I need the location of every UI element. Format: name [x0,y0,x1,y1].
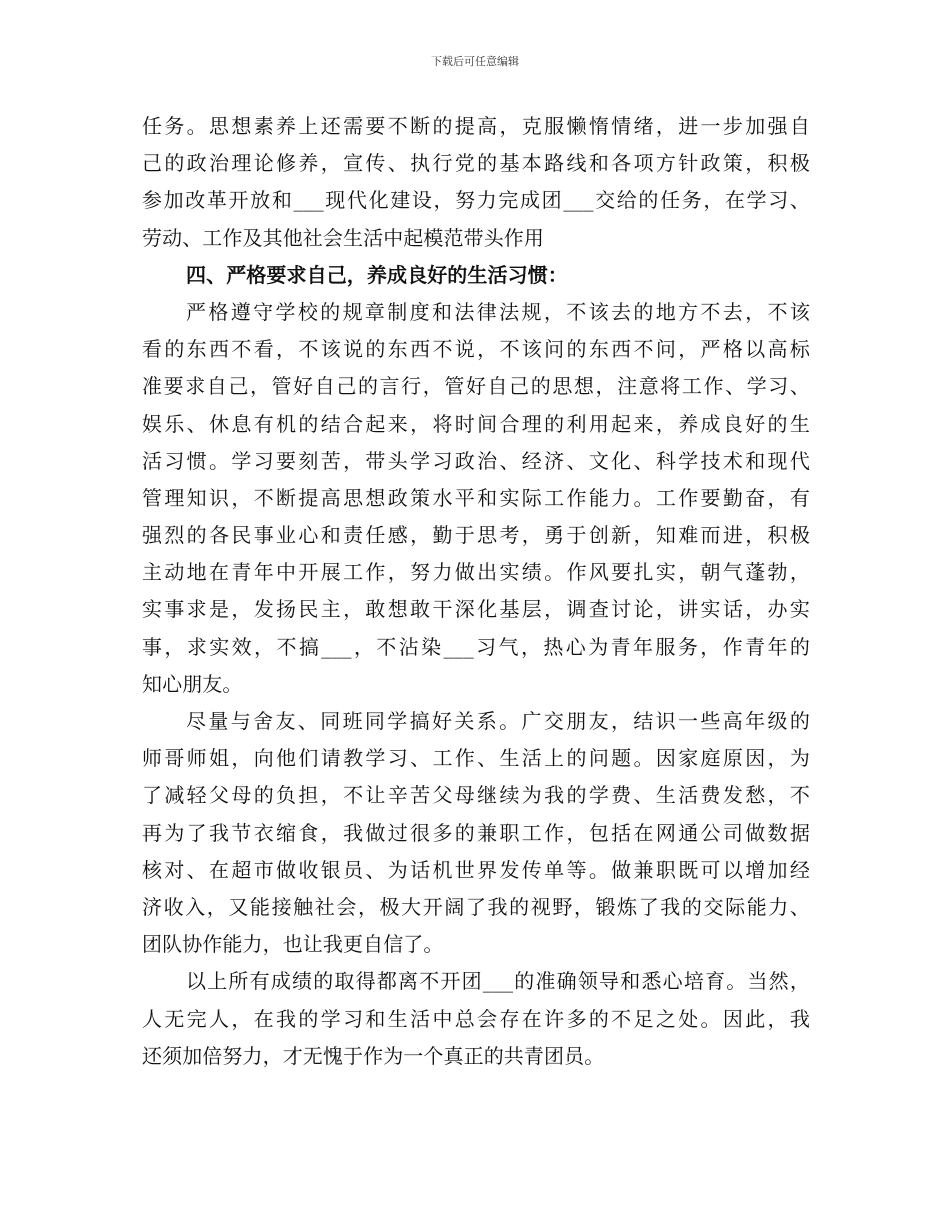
text-line: 任务。思想素养上还需要不断的提高，克服懒惰情绪，进一步加强自 [142,114,810,138]
text-line: 师哥师姐，向他们请教学习、工作、生活上的问题。因家庭原因，为 [142,746,810,771]
text-line: 团队协作能力，也让我更自信了。 [142,932,444,957]
text-line: 核对、在超市做收银员、为话机世界发传单等。做兼职既可以增加经 [142,857,810,882]
text-line: 娱乐、休息有机的结合起来，将时间合理的利用起来，养成良好的生 [142,411,810,436]
document-body [142,108,810,1075]
text-line: 管理知识，不断提高思想政策水平和实际工作能力。工作要勤奋，有 [142,485,810,510]
text-line: 强烈的各民事业心和责任感，勤于思考，勇于创新，知难而进，积极 [142,523,810,548]
text-line: 主动地在青年中开展工作，努力做出实绩。作风要扎实，朝气蓬勃， [142,560,810,585]
section-heading: 四、严格要求自己，养成良好的生活习惯： [186,262,568,287]
text-line: 活习惯。学习要刻苦，带头学习政治、经济、文化、科学技术和现代 [142,448,810,473]
text-line: 参加改革开放和___现代化建设，努力完成团___交给的任务，在学习、 [142,188,810,213]
page-header: 下载后可任意编辑 [431,55,519,68]
text-line: 看的东西不看，不该说的东西不说，不该问的东西不问，严格以高标 [142,337,810,362]
text-line: 尽量与舍友、同班同学搞好关系。广交朋友，结识一些高年级的 [186,709,810,733]
text-line: 事，求实效，不搞___，不沾染___习气，热心为青年服务，作青年的 [142,634,810,659]
text-line: 人无完人，在我的学习和生活中总会存在许多的不足之处。因此，我 [142,1006,810,1031]
text-line: 实事求是，发扬民主，敢想敢干深化基层，调查讨论，讲实话，办实 [142,597,810,622]
text-line: 准要求自己，管好自己的言行，管好自己的思想，注意将工作、学习、 [142,374,810,399]
text-line: 还须加倍努力，才无愧于作为一个真正的共青团员。 [142,1043,605,1068]
text-line: 了减轻父母的负担，不让辛苦父母继续为我的学费、生活费发愁，不 [142,783,810,808]
text-line: 济收入，又能接触社会，极大开阔了我的视野，锻炼了我的交际能力、 [142,894,810,919]
text-line: 再为了我节衣缩食，我做过很多的兼职工作，包括在网通公司做数据 [142,820,810,845]
text-line: 劳动、工作及其他社会生活中起模范带头作用 [142,225,544,250]
text-line: 严格遵守学校的规章制度和法律法规，不该去的地方不去，不该 [186,299,810,324]
text-line: 以上所有成绩的取得都离不开团___的准确领导和悉心培育。当然， [186,969,810,994]
text-line: 知心朋友。 [142,671,243,696]
text-line: 己的政治理论修养，宣传、执行党的基本路线和各项方针政策，积极 [142,151,810,176]
